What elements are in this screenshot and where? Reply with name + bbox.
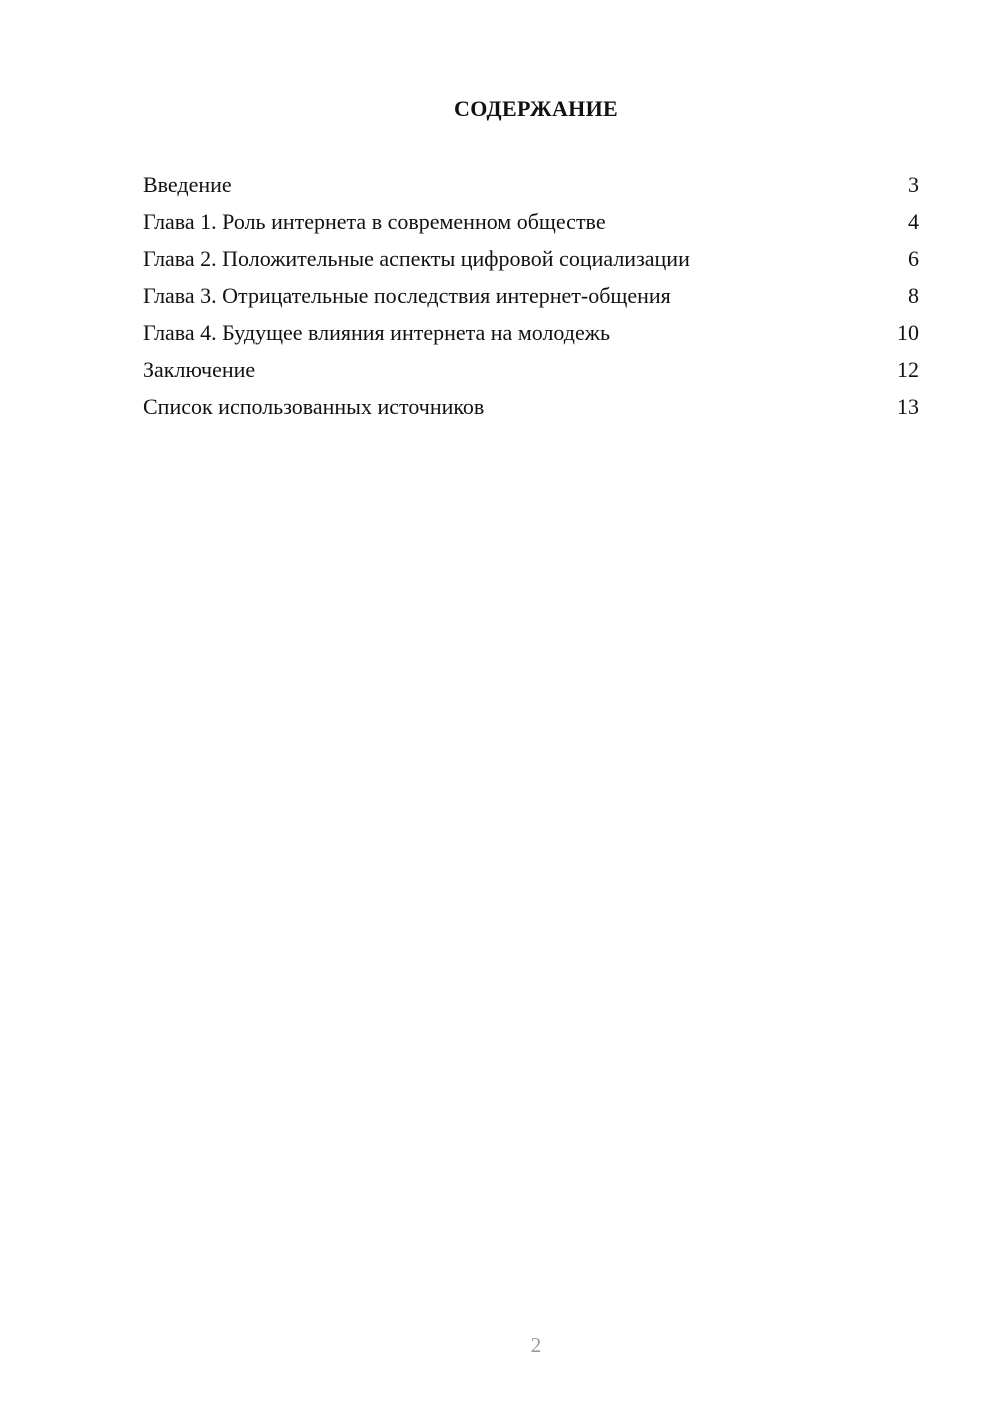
toc-entry-label: Глава 4. Будущее влияния интернета на молодежь — [143, 320, 610, 345]
toc-entry-page: 4 — [908, 209, 919, 234]
toc-entry-page: 3 — [908, 172, 919, 197]
toc-entry-label: Глава 3. Отрицательные последствия интернет-общения — [143, 283, 671, 308]
toc-entry-chapter-4 — [143, 318, 919, 355]
page-number: 2 — [530, 1333, 542, 1357]
toc-entry-references — [143, 392, 919, 429]
toc-entry-label: Введение — [143, 172, 232, 197]
toc-entry-chapter-2 — [143, 244, 919, 281]
toc-entry-page: 8 — [908, 283, 919, 308]
toc-entry-chapter-3 — [143, 281, 919, 318]
page-title: СОДЕРЖАНИЕ — [454, 96, 618, 121]
table-of-contents — [143, 170, 919, 429]
toc-entry-conclusion — [143, 355, 919, 392]
toc-entry-chapter-1 — [143, 207, 919, 244]
toc-entry-page: 6 — [908, 246, 919, 271]
toc-entry-label: Глава 2. Положительные аспекты цифровой социализации — [143, 246, 690, 271]
toc-entry-page: 13 — [897, 394, 919, 419]
toc-entry-page: 12 — [897, 357, 919, 382]
toc-entry-label: Глава 1. Роль интернета в современном обществе — [143, 209, 606, 234]
toc-entry-page: 10 — [897, 320, 919, 345]
toc-entry-introduction — [143, 170, 919, 207]
toc-entry-label: Заключение — [143, 357, 256, 382]
toc-entry-label: Список использованных источников — [143, 394, 485, 419]
